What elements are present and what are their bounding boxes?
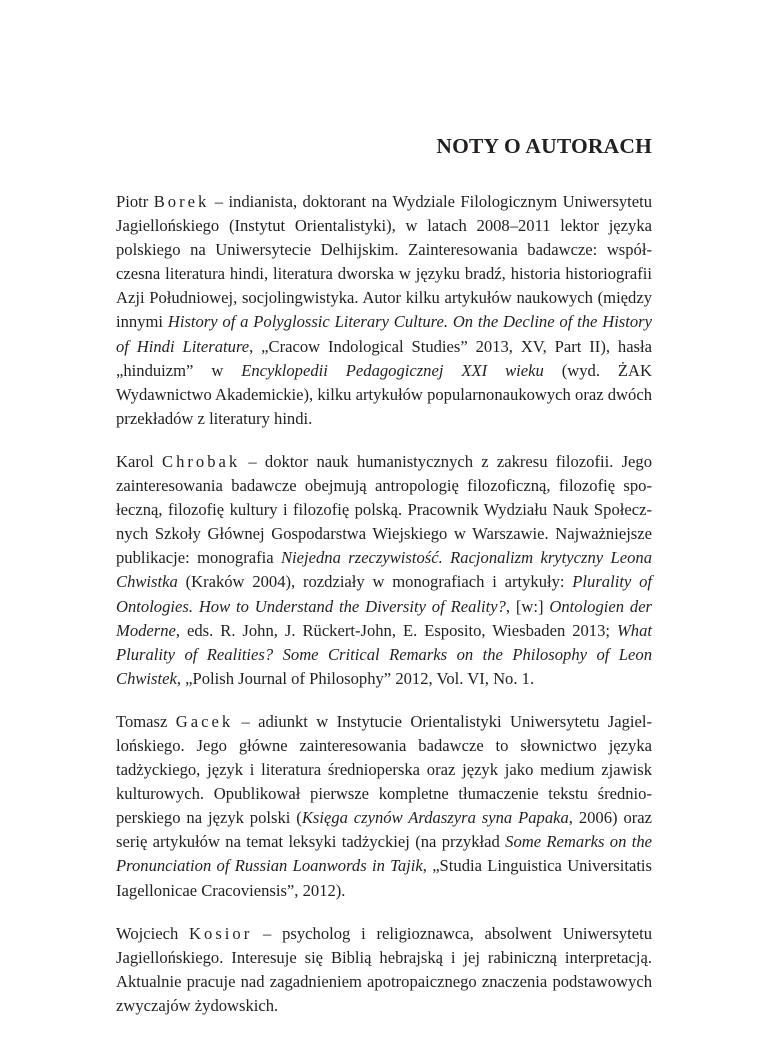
note-title-italic: Niejedna rzeczywistość. Racjonalizm krytyczny Leona Chwistka (116, 548, 652, 592)
author-surname: Kosior (189, 923, 253, 943)
note-text: , „Studia Linguistica Universitatis Iagellonicae Cracoviensis”, 2012). (116, 856, 653, 900)
author-first-name: Tomasz (116, 711, 168, 731)
author-note (116, 450, 652, 691)
note-title-italic: What Plurality of Realities? Some Critical Remarks on the Philosophy of Leon Chwistek (116, 620, 652, 688)
note-text: – adiunkt w Instytucie Orientalistyki Uniwersytetu Jagiellońskiego. Jego główne zainteresowania badawcze to słownictwo języka tadżyckiego, język i literatura średnioperska oraz język jako medium zjawisk kulturowych. Opublikował pierwsze kompletne tłumaczenie tekstu średnioperskiego na język polski ( (116, 711, 652, 828)
note-text: , „Polish Journal of Philosophy” 2012, Vol. VI, No. 1. (176, 668, 535, 688)
note-text: – doktor nauk humanistycznych z zakresu filozofii. Jego zainteresowania badawcze obejmują antropologię filozoficzną, filozofię społeczną, filozofię kultury i filozofię polską. Pracownik Wydziału Nauk Społecznych Szkoły Głównej Gospodarstwa Wiejskiego w Warszawie. Najważniejsze publikacje: monografia (116, 451, 652, 568)
author-first-name: Wojciech (116, 923, 179, 943)
author-note (116, 922, 652, 1018)
note-text: , 2006) oraz serię artykułów na temat leksyki tadżyckiej (na przykład (116, 808, 652, 852)
author-note (116, 190, 652, 431)
author-notes (116, 190, 652, 1037)
note-title-italic: Księga czynów Ardaszyra syna Papaka (301, 808, 569, 828)
note-text: , eds. R. John, J. Rückert-John, E. Esposito, Wiesbaden 2013; (175, 620, 617, 640)
note-title-italic: Ontologien der Moderne (116, 596, 653, 640)
author-first-name: Piotr (116, 192, 149, 211)
author-note (116, 710, 652, 903)
note-text: , [w:] (505, 596, 550, 616)
note-title-italic: History of a Polyglossic Literary Culture. On the Decline of the History of Hindi Literature (116, 312, 652, 356)
note-title-italic: Encyklopedii Pedagogicznej XXI wieku (241, 360, 544, 380)
author-surname: Chrobak (162, 451, 241, 471)
note-text: , „Cracow Indological Studies” 2013, XV, Part II), hasła „hinduizm” w (116, 336, 652, 380)
note-text: (wyd. ŻAK Wydawnictwo Akademickie), kilku artykułów popularnonaukowych oraz dwóch przekładów z literatury hindi. (116, 360, 652, 428)
author-surname: Borek (153, 192, 210, 211)
note-title-italic: Plurality of Ontologies. How to Understand the Diversity of Reality? (116, 572, 652, 616)
note-text: – psycholog i religioznawca, absolwent Uniwersytetu Jagiellońskiego. Interesuje się Biblią hebrajską i jej rabiniczną interpretacją. Aktualnie pracuje nad zagadnieniem apotropaicznego znaczenia podstawowych zwyczajów żydowskich. (116, 923, 652, 1015)
note-text: – indianista, doktorant na Wydziale Filologicznym Uniwersytetu Jagiellońskiego (Instytut Orientalistyki), w latach 2008–2011 lektor języka polskiego na Uniwersytecie Delhijskim. Zainteresowania badawcze: współczesna literatura hindi, literatura dworska w języku bradź, historia historiografii Azji Południowej, socjolingwistyka. Autor kilku artykułów naukowych (między innymi (116, 192, 652, 332)
note-text: (Kraków 2004), rozdziały w monografiach i artykuły: (177, 572, 573, 592)
page-title: NOTY O AUTORACH (436, 134, 652, 158)
author-first-name: Karol (116, 451, 154, 471)
author-surname: Gacek (175, 711, 234, 731)
note-title-italic: Some Remarks on the Pronunciation of Russian Loanwords in Tajik (116, 832, 653, 876)
